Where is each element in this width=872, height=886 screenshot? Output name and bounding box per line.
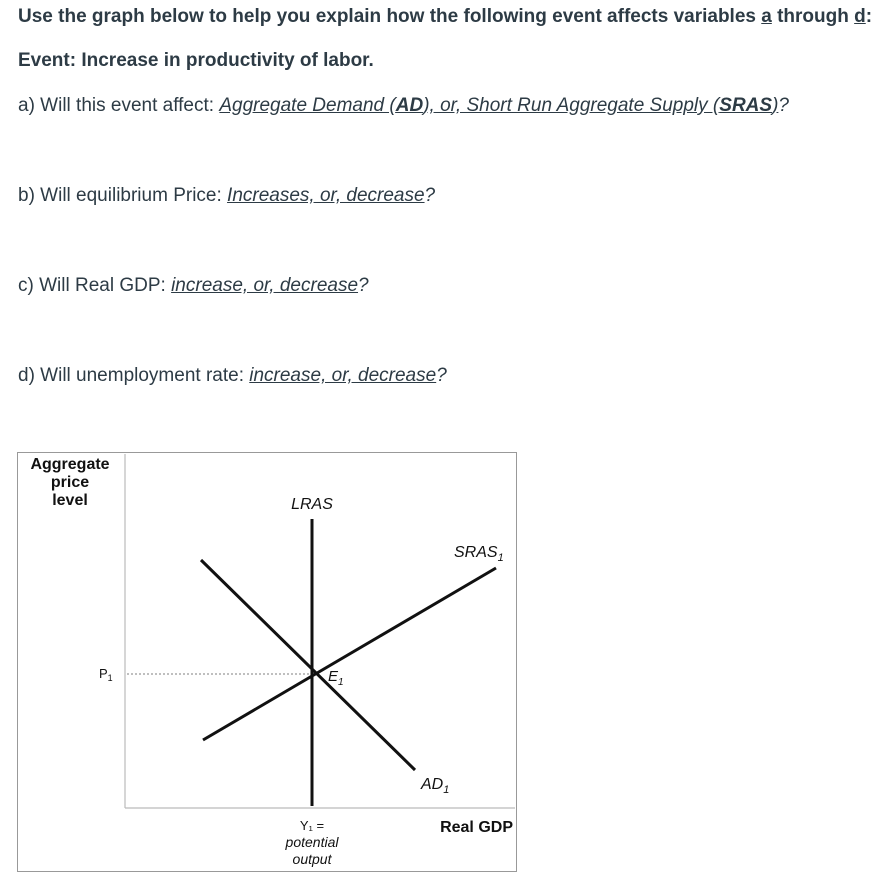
lras-label: LRAS xyxy=(291,496,333,513)
intro-prefix: Use the graph below to help you explain how the following event affects variables xyxy=(18,6,762,27)
question-d-prefix: d) Will unemployment rate: xyxy=(18,365,250,386)
question-d-suffix: ? xyxy=(436,365,447,386)
question-b-prefix: b) Will equilibrium Price: xyxy=(18,185,228,206)
question-b-suffix: ? xyxy=(424,185,436,206)
output-tick-label-line-3: output xyxy=(292,851,332,867)
question-a-sras: SRAS xyxy=(719,95,773,116)
intro-var-a: a xyxy=(761,6,772,27)
question-a-opt1-close: ), or, Short Run Aggregate Supply ( xyxy=(423,95,720,116)
as-ad-graph xyxy=(17,452,517,872)
question-a-opt1: Aggregate Demand ( xyxy=(219,95,396,116)
y-axis-label-line-1: Aggregate xyxy=(30,456,110,473)
intro-line xyxy=(18,6,872,28)
y-axis-label-line-2: price xyxy=(50,474,90,491)
question-c xyxy=(18,275,369,297)
y-axis-label-line-3: level xyxy=(52,492,88,509)
ad1-label: $AD_1$ xyxy=(421,776,450,796)
question-a-prefix: a) Will this event affect: xyxy=(18,95,220,116)
question-b xyxy=(18,185,435,207)
question-b-options: Increases, or, decrease xyxy=(227,185,425,206)
question-d-options: increase, or, decrease xyxy=(249,365,437,386)
graph-frame xyxy=(18,453,517,872)
question-c-suffix: ? xyxy=(358,275,369,296)
intro-through: through xyxy=(771,6,855,27)
question-d xyxy=(18,365,447,387)
intro-colon: : xyxy=(865,6,872,27)
question-c-prefix: c) Will Real GDP: xyxy=(18,275,172,296)
event-line: Event: Increase in productivity of labor. xyxy=(18,50,374,71)
output-tick-label-line-2: potential xyxy=(285,834,339,850)
output-tick-label-line-1: Y₁ = xyxy=(299,818,325,833)
question-c-options: increase, or, decrease xyxy=(171,275,359,296)
sras1-label: $SRAS_1$ xyxy=(454,544,504,564)
question-a xyxy=(18,95,789,117)
question-a-suffix: ? xyxy=(778,95,789,116)
question-a-opt2-close: ) xyxy=(772,95,779,116)
question-a-ad: AD xyxy=(395,95,424,116)
intro-var-d: d xyxy=(854,6,866,27)
x-axis-label: Real GDP xyxy=(440,819,513,836)
price-tick-label: $P_1$ xyxy=(99,666,113,683)
equilibrium-label: $E_1$ xyxy=(328,668,344,688)
question-a-options xyxy=(219,95,778,116)
